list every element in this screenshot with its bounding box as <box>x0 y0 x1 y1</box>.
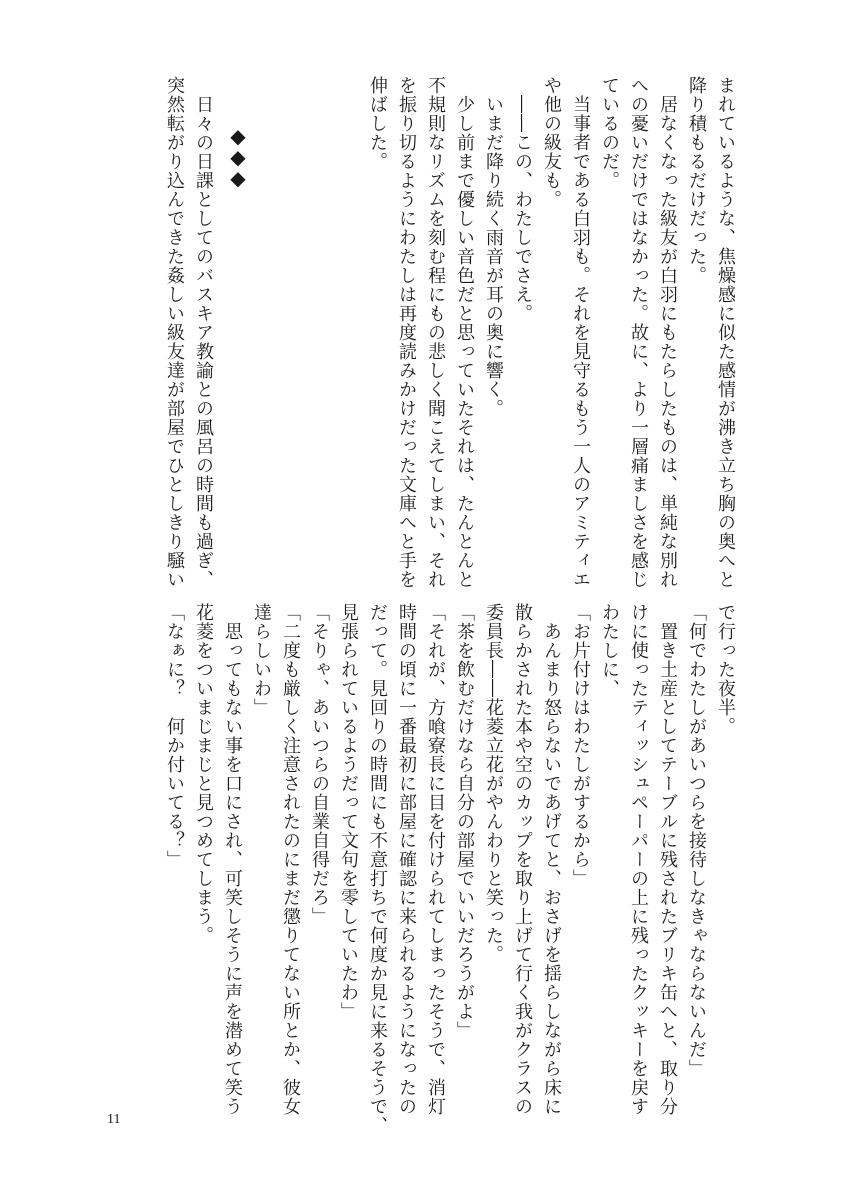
text-line: を振り切るようにわたしは再度読みかけだった文庫へと手を <box>396 76 417 589</box>
text-line: 達らしいわ」 <box>251 603 272 717</box>
text-line: ているのだ。 <box>599 76 620 190</box>
text-line: いまだ降り続く雨音が耳の奥に響く。 <box>483 76 504 418</box>
text-line: 居なくなった級友が白羽にもたらしたものは、単純な別れ <box>657 76 678 589</box>
text-block-lower <box>160 603 740 1135</box>
diamond-icon: ◆ <box>230 166 246 190</box>
text-line: 「そりゃ、あいつらの自業自得だろ」 <box>309 603 330 926</box>
text-line: 突然転がり込んできた姦しい級友達が部屋でひとしきり騒い <box>164 76 185 589</box>
text-line: 委員長――花菱立花がやんわりと笑った。 <box>483 603 504 964</box>
text-line: 「茶を飲むだけなら自分の部屋でいいだろうがよ」 <box>454 603 475 1040</box>
page-number: 11 <box>107 1112 121 1127</box>
text-line: 少し前まで優しい音色だと思っていたそれは、たんとんと <box>454 76 475 589</box>
text-line: 「二度も厳しく注意されたのにまだ懲りてない所とか、彼女 <box>280 603 301 1116</box>
text-line: 「なぁに？ 何か付いてる？」 <box>164 603 185 869</box>
text-line: 思ってもない事を口にされ、可笑しそうに声を潜めて笑う <box>222 603 243 1116</box>
section-separator <box>228 126 248 189</box>
text-line: で行った夜半。 <box>715 603 736 736</box>
text-line: 見張られているようだって文句を零していたわ」 <box>338 603 359 1021</box>
text-line: 時間の頃に一番最初に部屋に確認に来られるようになったの <box>396 603 417 1116</box>
text-line: 日々の日課としてのバスキア教諭との風呂の時間も過ぎ、 <box>193 76 214 589</box>
text-line: 不規則なリズムを刻む程にもの悲しく聞こえてしまい、それ <box>425 76 446 589</box>
text-line: あんまり怒らないであげてと、おさげを揺らしながら床に <box>541 603 562 1116</box>
diamond-icon: ◆ <box>230 124 246 148</box>
text-line: 「お片付けはわたしがするから」 <box>570 603 591 888</box>
text-line: や他の級友も。 <box>541 76 562 209</box>
text-line: わたしに、 <box>599 603 620 698</box>
text-line: 当事者である白羽も。それを見守るもう一人のアミティエ <box>570 76 591 589</box>
text-line: だって。見回りの時間にも不意打ちで何度か見に来るそうで、 <box>367 603 388 1135</box>
text-line <box>276 76 305 556</box>
text-line: 降り積もるだけだった。 <box>686 76 707 285</box>
text-line: 「何でわたしがあいつらを接待しなきゃならないんだ」 <box>686 603 707 1078</box>
text-line <box>305 76 334 556</box>
text-line: 花菱をついまじまじと見つめてしまう。 <box>193 603 214 945</box>
text-line: 置き土産としてテーブルに残されたブリキ缶へと、取り分 <box>657 603 678 1116</box>
text-line: 散らかされた本や空のカップを取り上げて行く我がクラスの <box>512 603 533 1116</box>
text-line: まれているような、焦燥感に似た感情が沸き立ち胸の奥へと <box>715 76 736 589</box>
text-line: ――この、わたしでさえ。 <box>512 76 533 323</box>
text-line <box>334 76 363 556</box>
text-line: への憂いだけではなかった。故に、より一層痛ましさを感じ <box>628 76 649 589</box>
text-line: けに使ったティッシュペーパーの上に残ったクッキーを戻す <box>628 603 649 1116</box>
text-line: 伸ばした。 <box>367 76 388 171</box>
text-line <box>247 76 276 556</box>
diamond-icon: ◆ <box>230 145 246 169</box>
text-line: 「それが、方喰寮長に目を付けられてしまったそうで、消灯 <box>425 603 446 1116</box>
